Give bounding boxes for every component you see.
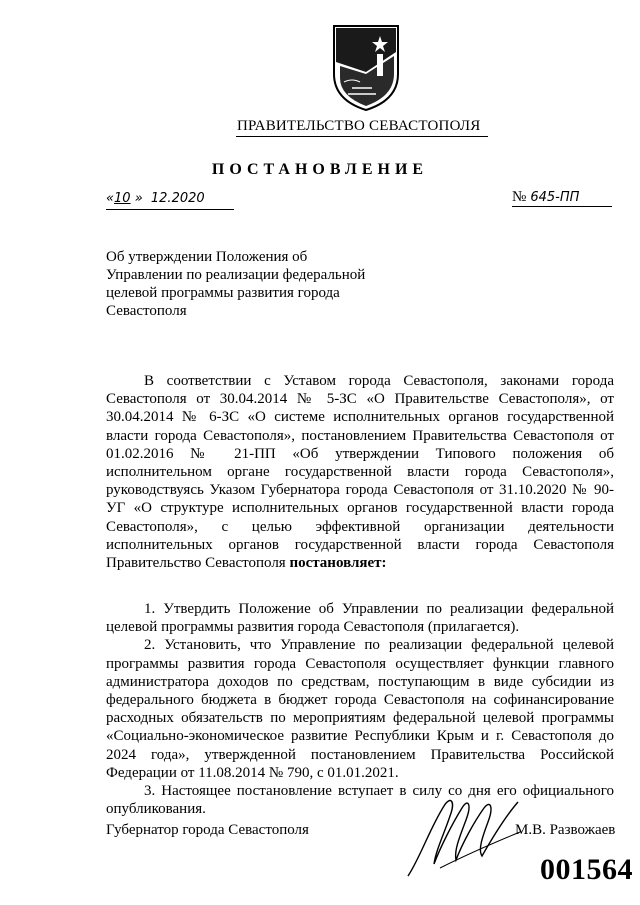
decree-item-2: 2. Установить, что Управление по реализации федеральной целевой программы развития города Севастополя осуществляет функции главного администратора доходов по средствам, поступающим в виде субсидии из федерального бюджета в бюджет города Севастополя на софинансирование расходных обязательств по мероприятиям федеральной целевой программы «Социально-экономическое развитие Республики Крым и г. Севастополя до 2024 года», утвержденной постановлением Правительства Российской Федерации от 11.08.2014 № 790, с 01.01.2021. xyxy=(106,637,614,781)
date-field xyxy=(106,191,234,210)
decree-word: постановляет: xyxy=(289,555,387,572)
date-day: 10 xyxy=(114,191,131,206)
handwritten-signature xyxy=(400,788,535,883)
coat-of-arms-emblem xyxy=(330,22,402,112)
organization-underline xyxy=(236,136,488,137)
document-number-field xyxy=(512,188,612,207)
decree-items xyxy=(106,600,614,818)
document-subject: Об утверждении Положения об Управлении по реализации федеральной целевой программы развития города Севастополя xyxy=(106,249,366,319)
signatory-position: Губернатор города Севастополя xyxy=(106,822,309,838)
signatory-name: М.В. Развожаев xyxy=(515,822,616,838)
preamble-paragraph xyxy=(106,372,614,572)
number-prefix: № xyxy=(512,189,527,205)
preamble-text: В соответствии с Уставом города Севастополя, законами города Севастополя от 30.04.2014 № 5-ЗС «О Правительстве Севастополя», от 30.04.2014 № 6-ЗС «О системе исполнительных органов государственной власти города Севастополя», постановлением Правительства Севастополя от 01.02.2016 № 21-ПП «Об утверждении Типового положения об исполнительном органе государственной власти города Севастополя», руководствуясь Указом Губернатора города Севастополя от 31.10.2020 № 90-УГ «О структуре исполнительных органов государственной власти города Севастополя», с целью эффективной организации деятельности исполнительных органов государственной власти города Севастополя Правительство Севастополя xyxy=(106,373,614,572)
number-value: 645-ПП xyxy=(530,190,580,205)
serial-number: 001564 xyxy=(540,853,633,886)
decree-item-3: 3. Настоящее постановление вступает в силу со дня его официального опубликования. xyxy=(106,783,614,818)
date-close-quote: » xyxy=(134,191,143,206)
document-type-title: ПОСТАНОВЛЕНИЕ xyxy=(211,161,429,178)
date-month-year: 12.2020 xyxy=(150,191,205,206)
decree-item-1: 1. Утвердить Положение об Управлении по реализации федеральной целевой программы развития города Севастополя (прилагается). xyxy=(106,601,614,636)
organization-name: ПРАВИТЕЛЬСТВО СЕВАСТОПОЛЯ xyxy=(237,118,481,134)
date-open-quote: « xyxy=(106,191,115,206)
